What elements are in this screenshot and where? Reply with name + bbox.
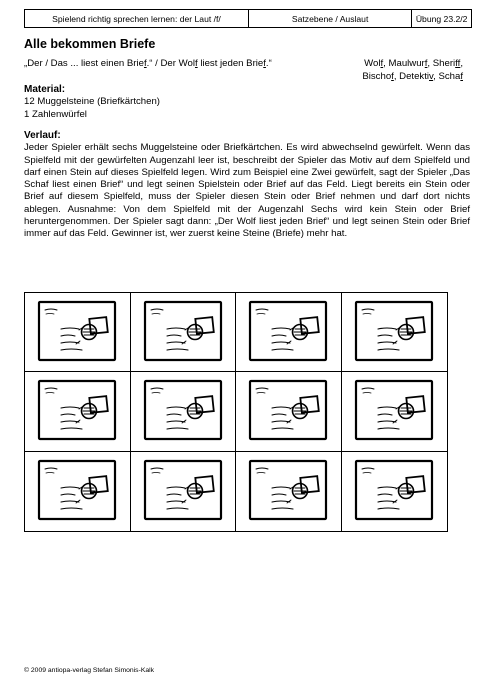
letter-card [131,452,237,531]
envelope-icon [35,377,119,445]
verlauf-section [24,130,470,241]
envelope-icon [352,377,436,445]
verlauf-text: Jeder Spieler erhält sechs Muggelsteine oder Briefkärtchen. Es wird abwechselnd gewürfelt. Wenn das Spielfeld mit der gewürfelten Augenzahl leer ist, beschreibt der Spieler das Motiv auf dem Spielfeld und darf einen Stein auf dieses Spielfeld legen. Wird zum Beispiel eine Zwei gewürfelt, sagt der Spieler „Das Schaf liest einen Brief“ und legt seinen Spielstein oder Brief auf das Feld. Liegt bereits ein Stein oder Brief auf diesem Spielfeld, muss der Spieler diesen Stein oder Brief nehmen und darf dort nichts ablegen. Ausnahme: Von dem Spielfeld mit der Augenzahl Sechs wird kein Stein oder Brief heruntergenommen. Der Spieler sagt dann: „Der Wolf liest jeden Brief“ und legt seinen Stein oder Brief immer auf das Feld. Gewinner ist, wer zuerst keine Steine (Briefe) mehr hat. [24,142,470,240]
envelope-icon [352,298,436,366]
letter-card [25,293,131,372]
material-item: 1 Zahlenwürfel [24,108,87,120]
page-title: Alle bekommen Briefe [24,37,156,51]
target-word-list: Wolf, Maulwurf, Sheriff, Bischof, Detektiv, Schaf [362,58,463,82]
envelope-icon [35,298,119,366]
copyright-footer: © 2009 antiopa-verlag Stefan Simonis-Kalk [24,667,155,674]
header-level: Satzebene / Auslaut [249,10,412,27]
letter-card [342,372,448,451]
letter-card [236,293,342,372]
envelope-icon [246,298,330,366]
letter-card [342,452,448,531]
material-item: 12 Muggelsteine (Briefkärtchen) [24,96,160,108]
material-heading: Material: [24,84,66,95]
envelope-icon [141,457,225,525]
letter-card [131,293,237,372]
material-section [24,84,470,121]
envelope-icon [246,457,330,525]
envelope-icon [35,457,119,525]
envelope-icon [352,457,436,525]
letter-card [236,372,342,451]
game-board [24,292,448,532]
header-course-title: Spielend richtig sprechen lernen: der Laut /f/ [25,10,249,27]
letter-card [25,452,131,531]
envelope-icon [246,377,330,445]
envelope-icon [141,298,225,366]
verlauf-heading: Verlauf: [24,130,61,141]
target-phrase: „Der / Das ... liest einen Brief.“ / Der Wolf liest jeden Brief.“ [24,58,272,69]
envelope-icon [141,377,225,445]
letter-card [25,372,131,451]
page-header [24,9,472,28]
header-exercise-number: Übung 23.2/2 [415,13,468,24]
letter-card [236,452,342,531]
letter-card [131,372,237,451]
letter-card [342,293,448,372]
